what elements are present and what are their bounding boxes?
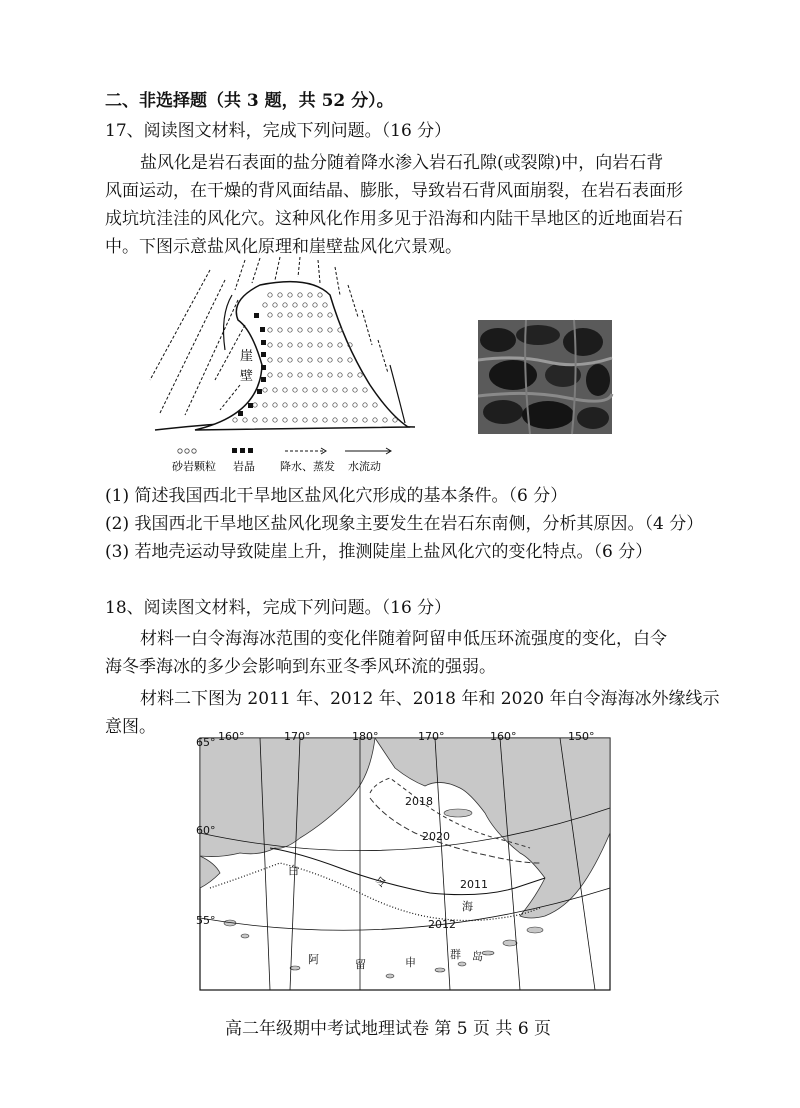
q17-para-line-3: 成坑坑洼洼的风化穴。这种风化作用多见于沿海和内陆干旱地区的近地面岩石 [105,209,683,229]
lon-label-170-right: 170° [418,730,445,743]
year-2018: 2018 [405,795,433,808]
island-char-3: 申 [405,956,416,969]
lon-label-150: 150° [568,730,595,743]
q17-para-line-1: 盐风化是岩石表面的盐分随着降水渗入岩石孔隙(或裂隙)中，向岩石背 [140,153,664,173]
q18-para-line-1: 材料一白令海海冰范围的变化伴随着阿留申低压环流强度的变化，白令 [140,629,667,649]
island-char-5: 岛 [472,950,483,963]
lon-label-160-right: 160° [490,730,517,743]
q17-para-line-2: 风面运动，在干燥的背风面结晶、膨胀，导致岩石背风面崩裂，在岩石表面形 [105,181,683,201]
weathering-pits-photo [478,320,612,434]
q17-question-2: (2) 我国西北干旱地区盐风化现象主要发生在岩石东南侧，分析其原因。（4 分） [105,514,704,534]
year-2012: 2012 [428,918,456,931]
island-char-2: 留 [355,958,366,971]
q17-heading: 17、阅读图文材料，完成下列问题。（16 分） [105,121,452,141]
legend-salt-crystal: 岩晶 [233,460,255,473]
salt-weathering-diagram [140,255,430,475]
legend-sandstone: 砂岩颗粒 [172,460,216,473]
lon-label-160w-left: 160° [218,730,245,743]
q18-para-line-2: 海冬季海冰的多少会影响到东亚冬季风环流的强弱。 [105,657,496,677]
sea-char-1: 白 [288,864,299,877]
year-2011: 2011 [460,878,488,891]
sea-char-2: 令 [375,876,386,889]
section-title: 二、非选择题（共 3 题，共 52 分）。 [105,91,394,111]
lon-label-180: 180° [352,730,379,743]
q18-para-line-4: 意图。 [105,717,156,737]
q17-question-3: (3) 若地壳运动导致陡崖上升，推测陡崖上盐风化穴的变化特点。（6 分） [105,542,653,562]
cliff-label-2: 壁 [240,369,254,384]
island-char-1: 阿 [308,953,319,966]
q18-heading: 18、阅读图文材料，完成下列问题。（16 分） [105,598,452,618]
lat-label-55: 55° [196,914,216,927]
cliff-label-1: 崖 [240,349,254,364]
q18-para-line-3: 材料二下图为 2011 年、2012 年、2018 年和 2020 年白令海海冰外缘线示 [140,689,720,709]
q17-question-1: (1) 简述我国西北干旱地区盐风化穴形成的基本条件。（6 分） [105,486,568,506]
lat-label-60: 60° [196,824,216,837]
sea-char-3: 海 [462,900,473,913]
island-char-4: 群 [450,948,461,961]
q17-para-line-4: 中。下图示意盐风化原理和崖壁盐风化穴景观。 [105,237,462,257]
lat-label-65: 65° [196,736,216,749]
legend-water-flow: 水流动 [348,460,381,473]
legend-precip-evap: 降水、蒸发 [280,460,335,473]
year-2020: 2020 [422,830,450,843]
lon-label-170-left: 170° [284,730,311,743]
page-footer: 高二年级期中考试地理试卷 第 5 页 共 6 页 [225,1019,552,1039]
